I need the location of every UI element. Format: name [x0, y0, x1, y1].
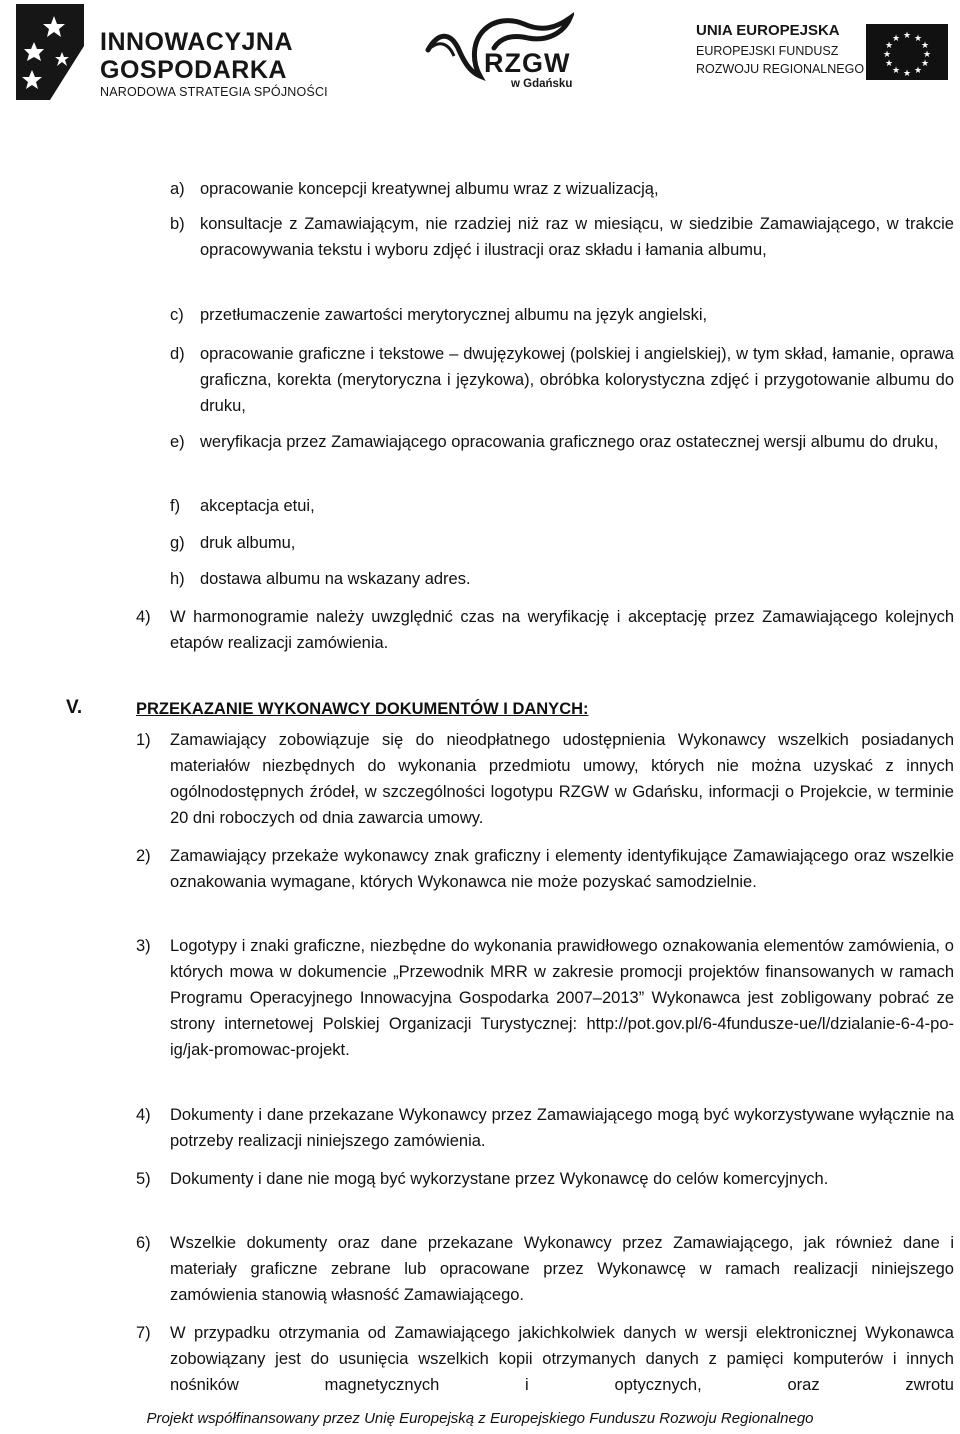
rzgw-city: w Gdańsku	[511, 78, 573, 90]
list-marker: b)	[170, 215, 185, 233]
eu-flag-icon	[866, 24, 948, 80]
eu-logo-line2: EUROPEJSKI FUNDUSZ	[696, 44, 839, 58]
list-item: W harmonogramie należy uwzględnić czas na weryfikację i akceptację przez Zamawiającego kolejnych etapów realizacji zamówienia.	[170, 608, 954, 652]
eu-logo-line3: ROZWOJU REGIONALNEGO	[696, 62, 865, 76]
list-marker: 5)	[136, 1170, 151, 1188]
svg-text:★: ★	[920, 41, 930, 51]
list-item: druk albumu,	[200, 534, 296, 552]
svg-text:★: ★	[884, 59, 894, 69]
list-item: Zamawiający przekaże wykonawcy znak graficzny i elementy identyfikujące Zamawiającego oraz wszelkie oznakowania wymagane, których Wykonawca nie może pozyskać samodzielnie.	[170, 847, 954, 891]
svg-text:★: ★	[920, 59, 930, 69]
svg-text:★: ★	[922, 50, 932, 60]
list-marker: c)	[170, 306, 184, 324]
list-item: Wszelkie dokumenty oraz dane przekazane Wykonawcy przez Zamawiającego, jak również dane i materiały graficzne zebrane lub opracowane przez Wykonawcę w ramach realizacji niniejszego zamówienia stanowią własność Zamawiającego.	[170, 1234, 954, 1304]
list-marker: 4)	[136, 1106, 151, 1124]
list-marker: d)	[170, 345, 185, 363]
list-item: weryfikacja przez Zamawiającego opracowania graficznego oraz ostatecznej wersji albumu do druku,	[200, 433, 939, 451]
ig-logo-line2: GOSPODARKA	[100, 56, 287, 84]
list-item: Zamawiający zobowiązuje się do nieodpłatnego udostępnienia Wykonawcy wszelkich posiadanych materiałów niezbędnych do wykonania przedmiotu umowy, których nie można uzyskać z innych ogólnodostępnych źródeł, w szczególności logotypu RZGW w Gdańsku, informacji o Projekcie, w terminie 20 dni roboczych od dnia zawarcia umowy.	[170, 731, 954, 827]
list-item: opracowanie koncepcji kreatywnej albumu wraz z wizualizacją,	[200, 180, 659, 198]
list-item: konsultacje z Zamawiającym, nie rzadziej niż raz w miesiącu, w siedzibie Zamawiającego, w trakcie opracowywania tekstu i wyboru zdjęć i ilustracji oraz składu i łamania albumu,	[200, 215, 954, 259]
list-item: W przypadku otrzymania od Zamawiającego jakichkolwiek danych w wersji elektronicznej Wykonawca zobowiązany jest do usunięcia wszelkich kopii otrzymanych danych z pamięci komputerów i innych nośników magnetycznych i optycznych, oraz zwrotu	[170, 1324, 954, 1394]
list-marker: h)	[170, 570, 185, 588]
svg-text:★: ★	[884, 41, 894, 51]
eu-logo-line1: UNIA EUROPEJSKA	[696, 22, 840, 39]
list-marker: 3)	[136, 937, 151, 955]
svg-text:★: ★	[902, 31, 912, 41]
ig-emblem-icon	[14, 2, 94, 102]
list-marker: 2)	[136, 847, 151, 865]
list-item: przetłumaczenie zawartości merytorycznej albumu na język angielski,	[200, 306, 708, 324]
list-item: akceptacja etui,	[200, 497, 315, 515]
section-title: PRZEKAZANIE WYKONAWCY DOKUMENTÓW I DANYCH:	[136, 700, 589, 718]
rzgw-logo	[424, 12, 574, 96]
ig-logo-line1: INNOWACYJNA	[100, 28, 294, 56]
svg-text:★: ★	[882, 50, 892, 60]
list-item: Dokumenty i dane nie mogą być wykorzystane przez Wykonawcę do celów komercyjnych.	[170, 1170, 829, 1188]
svg-text:★: ★	[902, 69, 912, 79]
list-item: opracowanie graficzne i tekstowe – dwujęzykowej (polskiej i angielskiej), w tym skład, łamanie, oprawa graficzna, korekta (merytoryczna i językowa), obróbka kolorystyczna zdjęć i przygotowanie albumu do druku,	[200, 345, 954, 415]
svg-text:★: ★	[891, 34, 901, 44]
list-marker: 7)	[136, 1324, 151, 1342]
innowacyjna-gospodarka-logo	[14, 2, 354, 102]
eu-logo	[696, 22, 954, 92]
list-item: dostawa albumu na wskazany adres.	[200, 570, 471, 588]
ig-logo-line3: NARODOWA STRATEGIA SPÓJNOŚCI	[100, 85, 328, 99]
rzgw-name: RZGW	[484, 48, 571, 78]
list-marker: 4)	[136, 608, 151, 626]
list-item: Dokumenty i dane przekazane Wykonawcy przez Zamawiającego mogą być wykorzystywane wyłącznie na potrzeby realizacji niniejszego zamówienia.	[170, 1106, 954, 1150]
list-marker: f)	[170, 497, 181, 515]
svg-text:★: ★	[913, 66, 923, 76]
list-marker: g)	[170, 534, 185, 552]
list-marker: e)	[170, 433, 185, 451]
list-marker: 1)	[136, 731, 151, 749]
svg-text:★: ★	[891, 66, 901, 76]
list-item: Logotypy i znaki graficzne, niezbędne do wykonania prawidłowego oznakowania elementów zamówienia, o których mowa w dokumencie „Przewodnik MRR w zakresie promocji projektów finansowanych w ramach Programu Operacyjnego Innowacyjna Gospodarka 2007–2013” Wykonawca jest zobligowany pobrać ze strony internetowej Polskiej Organizacji Turystycznej: http://pot.gov.pl/6-4fundusze-ue/l/dzialanie-6-4-po-ig/jak-promowac-projekt.	[170, 937, 954, 1059]
page-footer: Projekt współfinansowany przez Unię Europejską z Europejskiego Funduszu Rozwoju Regionalnego	[146, 1410, 814, 1427]
list-marker: 6)	[136, 1234, 151, 1252]
section-number: V.	[66, 697, 83, 718]
list-marker: a)	[170, 180, 185, 198]
svg-text:★: ★	[913, 34, 923, 44]
